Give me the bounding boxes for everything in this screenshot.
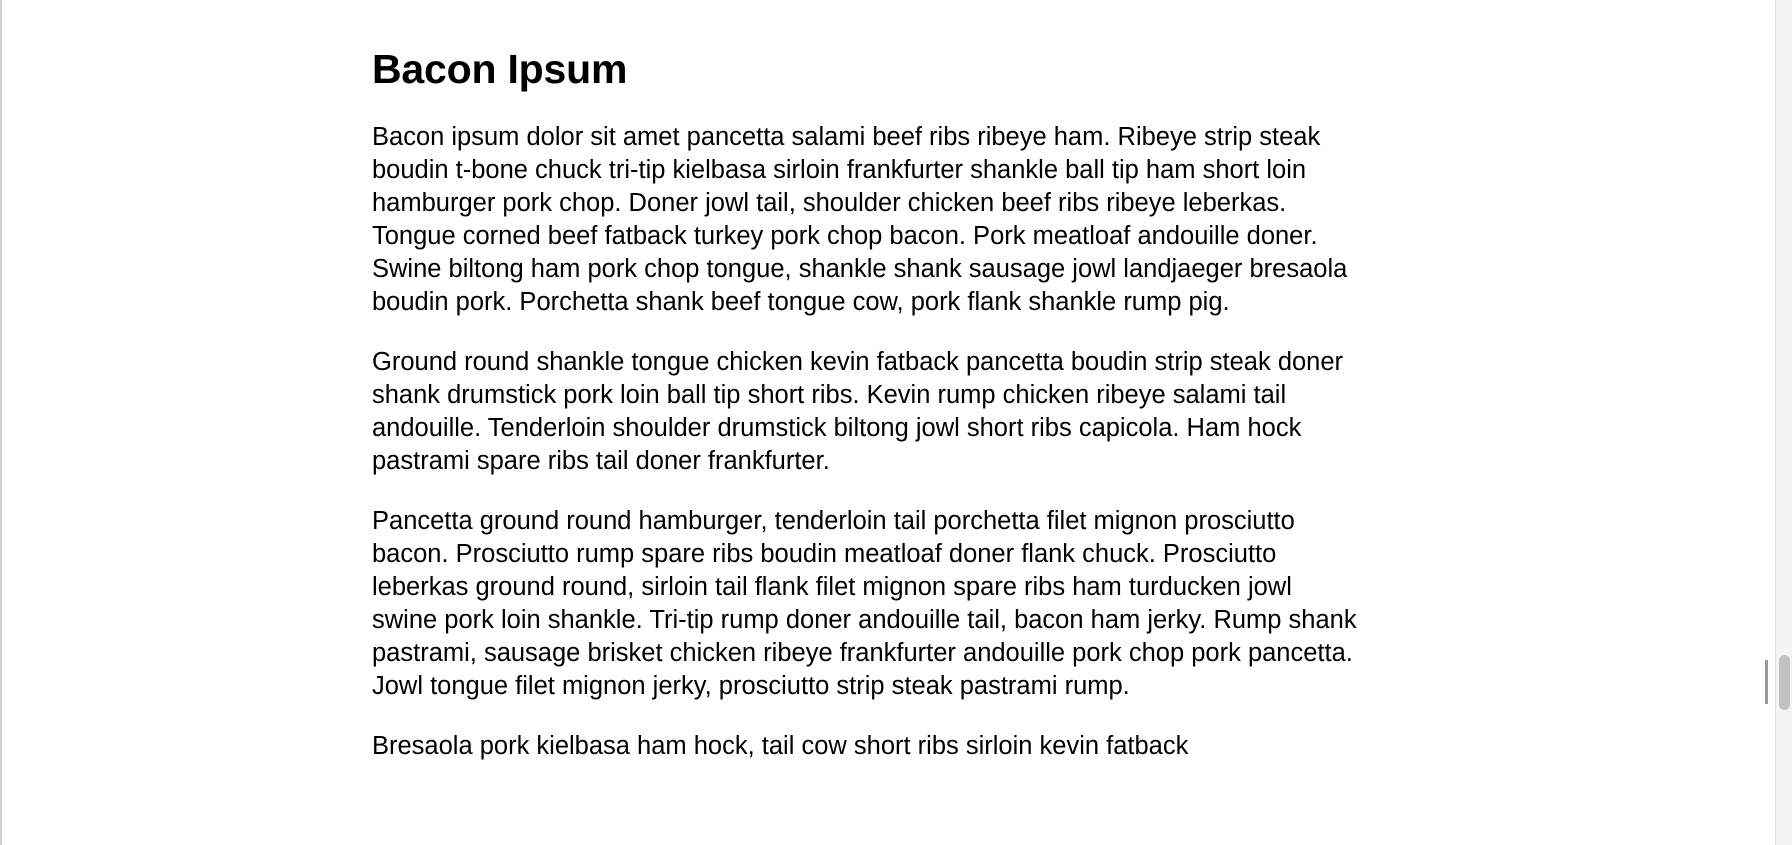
scroll-position-marker: [1765, 660, 1768, 704]
vertical-scrollbar[interactable]: [1775, 0, 1792, 845]
page-title: Bacon Ipsum: [372, 46, 628, 92]
scrollbar-thumb[interactable]: [1779, 655, 1790, 710]
paragraph-3: Pancetta ground round hamburger, tenderloin tail porchetta filet mignon prosciutto bacon. Prosciutto rump spare ribs boudin meatloaf doner flank chuck. Prosciutto leberkas ground round, sirloin tail flank filet mignon spare ribs ham turducken jowl swine pork loin shankle. Tri-tip rump doner andouille tail, bacon ham jerky. Rump shank pastrami, sausage brisket chicken ribeye frankfurter andouille pork chop pork pancetta. Jowl tongue filet mignon jerky, prosciutto strip steak pastrami rump.: [372, 507, 1357, 701]
document-content: [372, 0, 1372, 763]
paragraph-1: Bacon ipsum dolor sit amet pancetta salami beef ribs ribeye ham. Ribeye strip steak boudin t-bone chuck tri-tip kielbasa sirloin frankfurter shankle ball tip ham short loin hamburger pork chop. Doner jowl tail, shoulder chicken beef ribs ribeye leberkas. Tongue corned beef fatback turkey pork chop bacon. Pork meatloaf andouille doner. Swine biltong ham pork chop tongue, shankle shank sausage jowl landjaeger bresaola boudin pork. Porchetta shank beef tongue cow, pork flank shankle rump pig.: [372, 123, 1348, 317]
paragraph-2: Ground round shankle tongue chicken kevin fatback pancetta boudin strip steak doner shank drumstick pork loin ball tip short ribs. Kevin rump chicken ribeye salami tail andouille. Tenderloin shoulder drumstick biltong jowl short ribs capicola. Ham hock pastrami spare ribs tail doner frankfurter.: [372, 348, 1344, 476]
paragraph-4: Bresaola pork kielbasa ham hock, tail cow short ribs sirloin kevin fatback: [372, 732, 1189, 761]
page-left-edge: [0, 0, 2, 845]
